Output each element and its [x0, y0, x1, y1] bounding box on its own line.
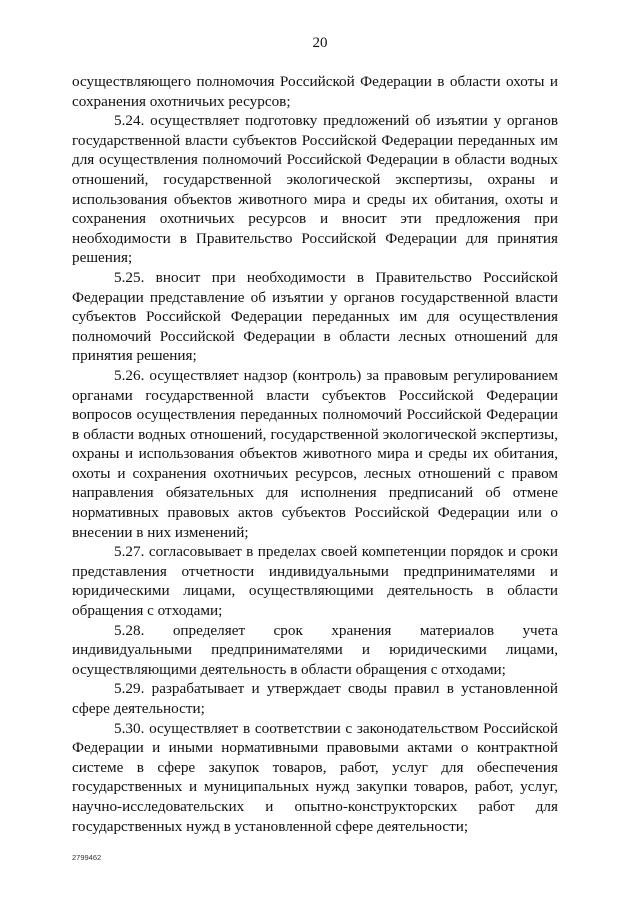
- paragraph-continuation: осуществляющего полномочия Российской Федерации в области охоты и сохранения охотничьих ресурсов;: [72, 73, 558, 110]
- paragraph-5-28: 5.28. определяет срок хранения материалов учета индивидуальными предпринимателями и юридическими лицами, осуществляющими деятельность в области обращения с отходами;: [72, 621, 558, 678]
- document-body: [72, 72, 558, 836]
- paragraph-5-30: 5.30. осуществляет в соответствии с законодательством Российской Федерации и иными нормативными правовыми актами о контрактной системе в сфере закупок товаров, работ, услуг для обеспечения государственных и муниципальных нужд закупки товаров, работ, услуг, научно-исследовательских и опытно-конструкторских работ для государственных нужд в установленной сфере деятельности;: [72, 719, 558, 835]
- paragraph-5-27: 5.27. согласовывает в пределах своей компетенции порядок и сроки представления отчетности индивидуальными предпринимателями и юридическими лицами, осуществляющими деятельность в области обращения с отходами;: [72, 543, 558, 620]
- page-number: 20: [312, 35, 328, 51]
- paragraph-5-29: 5.29. разрабатывает и утверждает своды правил в установленной сфере деятельности;: [72, 680, 558, 717]
- document-code: 2799462: [72, 853, 102, 862]
- paragraph-5-24: 5.24. осуществляет подготовку предложений об изъятии у органов государственной власти субъектов Российской Федерации переданных им для осуществления полномочий Российской Федерации в области водных отношений, государственной экологической экспертизы, охраны и использования объектов животного мира и среды их обитания, охоты и сохранения охотничьих ресурсов и вносит эти предложения при необходимости в Правительство Российской Федерации для принятия решения;: [72, 112, 558, 267]
- paragraph-5-26: 5.26. осуществляет надзор (контроль) за правовым регулированием органами государственной власти субъектов Российской Федерации вопросов осуществления переданных полномочий Российской Федерации в области водных отношений, государственной экологической экспертизы, охраны и использования объектов животного мира и среды их обитания, охоты и сохранения охотничьих ресурсов, лесных отношений с правом направления обязательных для исполнения предписаний об отмене нормативных правовых актов субъектов Российской Федерации или о внесении в них изменений;: [72, 366, 558, 541]
- paragraph-5-25: 5.25. вносит при необходимости в Правительство Российской Федерации представление об изъятии у органов государственной власти субъектов Российской Федерации переданных им для осуществления полномочий Российской Федерации в области лесных отношений для принятия решения;: [72, 268, 558, 365]
